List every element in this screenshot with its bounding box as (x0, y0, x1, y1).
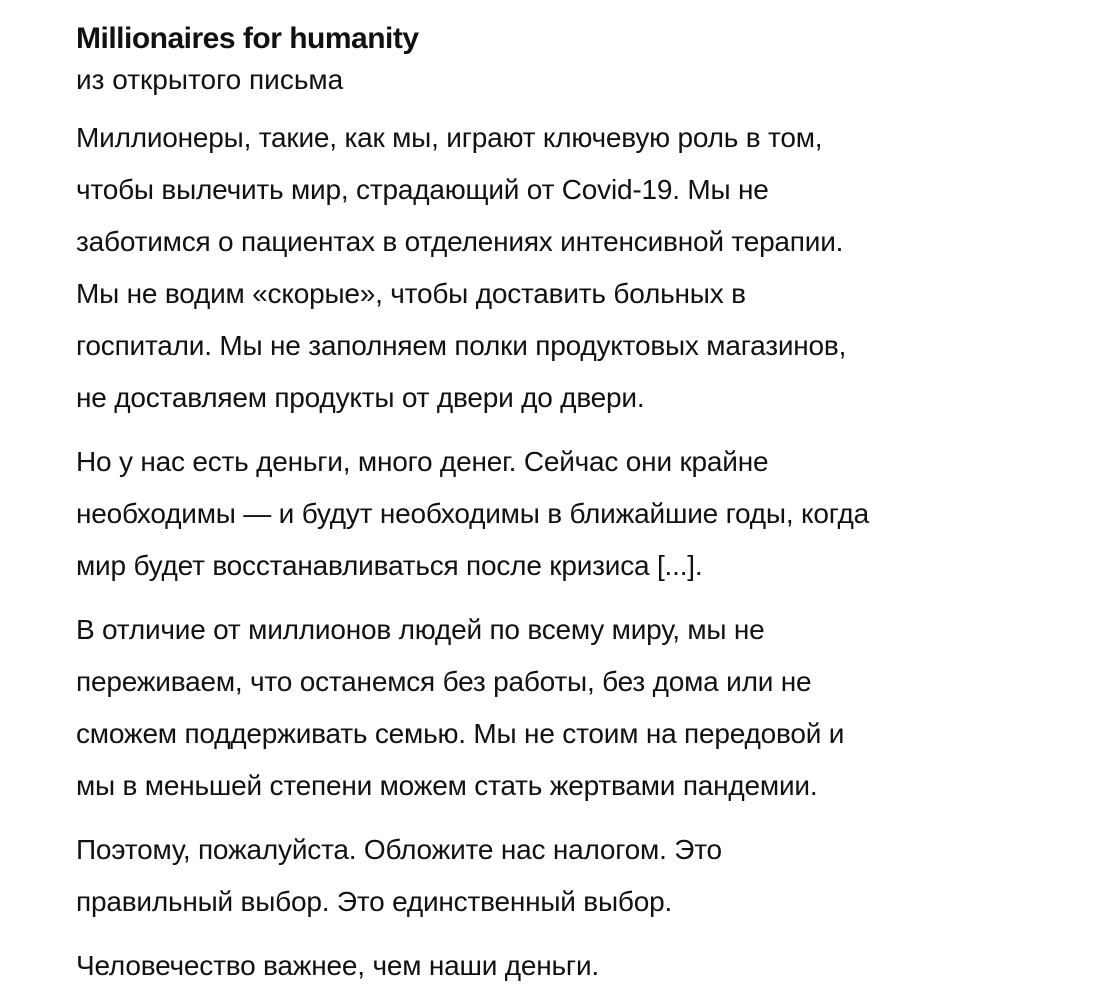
paragraph-line: переживаем, что останемся без работы, без дома или не (76, 666, 812, 697)
paragraph-2 (76, 436, 1076, 592)
paragraph-line: мир будет восстанавливаться после кризиса [...]. (76, 550, 703, 581)
paragraph-5 (76, 940, 1076, 992)
paragraph-line: заботимся о пациентах в отделениях интенсивной терапии. (76, 226, 844, 257)
paragraph-line: не доставляем продукты от двери до двери. (76, 382, 645, 413)
document (76, 18, 1076, 1004)
paragraph-line: правильный выбор. Это единственный выбор. (76, 886, 673, 917)
paragraph-line: необходимы — и будут необходимы в ближайшие годы, когда (76, 498, 870, 529)
paragraph-line: Миллионеры, такие, как мы, играют ключевую роль в том, (76, 122, 823, 153)
paragraph-line: В отличие от миллионов людей по всему миру, мы не (76, 614, 765, 645)
paragraph-line: госпитали. Мы не заполняем полки продуктовых магазинов, (76, 330, 847, 361)
document-subtitle: из открытого письма (76, 64, 344, 95)
document-title: Millionaires for humanity (76, 22, 419, 55)
paragraph-line: сможем поддерживать семью. Мы не стоим на передовой и (76, 718, 845, 749)
paragraph-4 (76, 824, 1076, 928)
paragraph-3 (76, 604, 1076, 812)
paragraph-line: Мы не водим «скорые», чтобы доставить больных в (76, 278, 746, 309)
paragraph-1 (76, 112, 1076, 424)
paragraph-line: чтобы вылечить мир, страдающий от Covid-19. Мы не (76, 174, 769, 205)
paragraph-line: мы в меньшей степени можем стать жертвами пандемии. (76, 770, 818, 801)
paragraph-line: Поэтому, пожалуйста. Обложите нас налогом. Это (76, 834, 722, 865)
paragraph-line: Человечество важнее, чем наши деньги. (76, 950, 599, 981)
paragraph-line: Но у нас есть деньги, много денег. Сейчас они крайне (76, 446, 769, 477)
